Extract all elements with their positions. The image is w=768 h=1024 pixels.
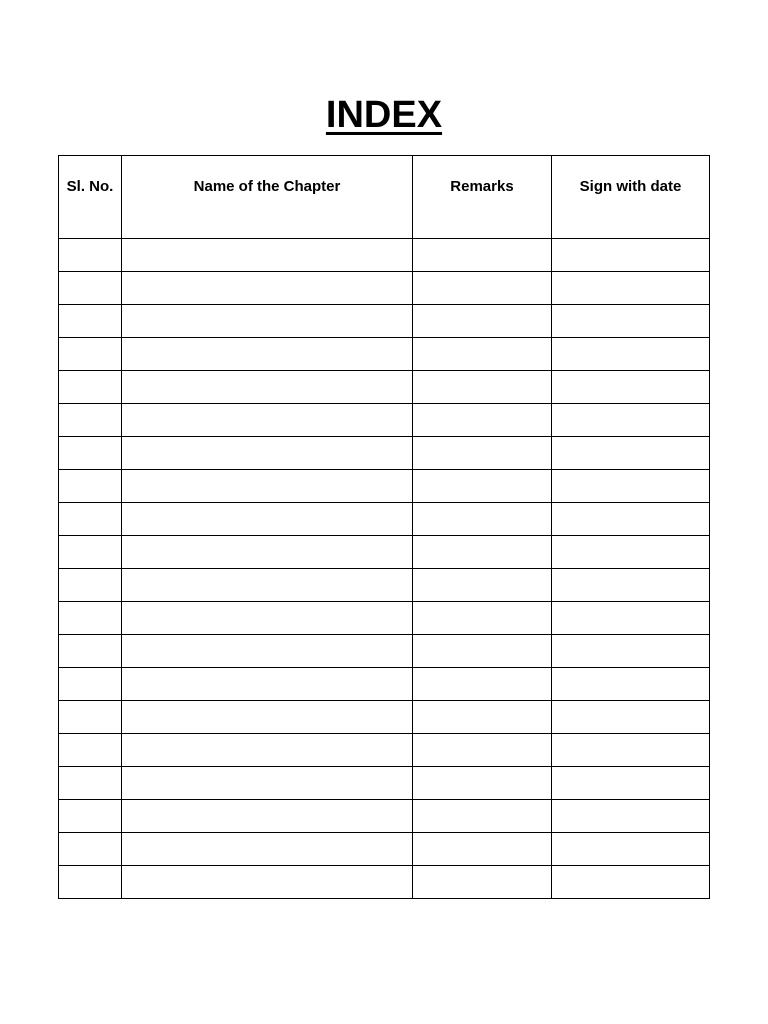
table-row (59, 338, 710, 371)
sl-no-cell[interactable] (59, 635, 122, 668)
sl-no-cell[interactable] (59, 602, 122, 635)
sl-no-cell[interactable] (59, 701, 122, 734)
sign-with-date-cell[interactable] (552, 734, 710, 767)
chapter-name-cell[interactable] (122, 833, 413, 866)
remarks-cell[interactable] (413, 866, 552, 899)
table-row (59, 668, 710, 701)
header-sl-no: Sl. No. (59, 156, 122, 239)
remarks-cell[interactable] (413, 272, 552, 305)
sign-with-date-cell[interactable] (552, 635, 710, 668)
table-row (59, 470, 710, 503)
table-row (59, 503, 710, 536)
sl-no-cell[interactable] (59, 668, 122, 701)
remarks-cell[interactable] (413, 734, 552, 767)
remarks-cell[interactable] (413, 338, 552, 371)
remarks-cell[interactable] (413, 833, 552, 866)
remarks-cell[interactable] (413, 767, 552, 800)
sign-with-date-cell[interactable] (552, 833, 710, 866)
chapter-name-cell[interactable] (122, 701, 413, 734)
table-row (59, 602, 710, 635)
sl-no-cell[interactable] (59, 833, 122, 866)
table-row (59, 404, 710, 437)
chapter-name-cell[interactable] (122, 437, 413, 470)
chapter-name-cell[interactable] (122, 668, 413, 701)
remarks-cell[interactable] (413, 569, 552, 602)
sign-with-date-cell[interactable] (552, 503, 710, 536)
remarks-cell[interactable] (413, 635, 552, 668)
sign-with-date-cell[interactable] (552, 701, 710, 734)
chapter-name-cell[interactable] (122, 602, 413, 635)
table-row (59, 371, 710, 404)
page-title (0, 90, 768, 140)
sl-no-cell[interactable] (59, 536, 122, 569)
table-row (59, 767, 710, 800)
sign-with-date-cell[interactable] (552, 272, 710, 305)
table-row (59, 536, 710, 569)
chapter-name-cell[interactable] (122, 866, 413, 899)
page-title-text: INDEX (325, 94, 443, 136)
chapter-name-cell[interactable] (122, 338, 413, 371)
table-body (59, 239, 710, 899)
sl-no-cell[interactable] (59, 437, 122, 470)
chapter-name-cell[interactable] (122, 404, 413, 437)
sign-with-date-cell[interactable] (552, 404, 710, 437)
sign-with-date-cell[interactable] (552, 371, 710, 404)
chapter-name-cell[interactable] (122, 767, 413, 800)
remarks-cell[interactable] (413, 503, 552, 536)
sl-no-cell[interactable] (59, 305, 122, 338)
sign-with-date-cell[interactable] (552, 800, 710, 833)
remarks-cell[interactable] (413, 371, 552, 404)
sign-with-date-cell[interactable] (552, 338, 710, 371)
remarks-cell[interactable] (413, 305, 552, 338)
remarks-cell[interactable] (413, 668, 552, 701)
sign-with-date-cell[interactable] (552, 470, 710, 503)
table-row (59, 569, 710, 602)
sl-no-cell[interactable] (59, 767, 122, 800)
chapter-name-cell[interactable] (122, 470, 413, 503)
sl-no-cell[interactable] (59, 866, 122, 899)
sl-no-cell[interactable] (59, 503, 122, 536)
remarks-cell[interactable] (413, 404, 552, 437)
header-chapter-name: Name of the Chapter (122, 156, 413, 239)
sign-with-date-cell[interactable] (552, 239, 710, 272)
remarks-cell[interactable] (413, 602, 552, 635)
sl-no-cell[interactable] (59, 569, 122, 602)
header-row (59, 156, 710, 239)
sl-no-cell[interactable] (59, 371, 122, 404)
chapter-name-cell[interactable] (122, 503, 413, 536)
chapter-name-cell[interactable] (122, 239, 413, 272)
remarks-cell[interactable] (413, 437, 552, 470)
table-row (59, 701, 710, 734)
table-row (59, 866, 710, 899)
sl-no-cell[interactable] (59, 239, 122, 272)
chapter-name-cell[interactable] (122, 305, 413, 338)
chapter-name-cell[interactable] (122, 272, 413, 305)
sl-no-cell[interactable] (59, 338, 122, 371)
sl-no-cell[interactable] (59, 470, 122, 503)
table-row (59, 833, 710, 866)
sign-with-date-cell[interactable] (552, 305, 710, 338)
sign-with-date-cell[interactable] (552, 668, 710, 701)
chapter-name-cell[interactable] (122, 536, 413, 569)
chapter-name-cell[interactable] (122, 569, 413, 602)
table-row (59, 305, 710, 338)
table-row (59, 239, 710, 272)
sl-no-cell[interactable] (59, 734, 122, 767)
table-row (59, 635, 710, 668)
chapter-name-cell[interactable] (122, 800, 413, 833)
sl-no-cell[interactable] (59, 800, 122, 833)
sign-with-date-cell[interactable] (552, 866, 710, 899)
sign-with-date-cell[interactable] (552, 602, 710, 635)
header-remarks: Remarks (413, 156, 552, 239)
chapter-name-cell[interactable] (122, 734, 413, 767)
table-row (59, 272, 710, 305)
header-sign-with-date: Sign with date (552, 156, 710, 239)
table-row (59, 800, 710, 833)
remarks-cell[interactable] (413, 470, 552, 503)
sign-with-date-cell[interactable] (552, 437, 710, 470)
table-row (59, 437, 710, 470)
sign-with-date-cell[interactable] (552, 536, 710, 569)
sign-with-date-cell[interactable] (552, 767, 710, 800)
sign-with-date-cell[interactable] (552, 569, 710, 602)
remarks-cell[interactable] (413, 701, 552, 734)
sl-no-cell[interactable] (59, 272, 122, 305)
remarks-cell[interactable] (413, 239, 552, 272)
chapter-name-cell[interactable] (122, 371, 413, 404)
sl-no-cell[interactable] (59, 404, 122, 437)
table-row (59, 734, 710, 767)
chapter-name-cell[interactable] (122, 635, 413, 668)
index-table (58, 155, 710, 899)
remarks-cell[interactable] (413, 536, 552, 569)
remarks-cell[interactable] (413, 800, 552, 833)
